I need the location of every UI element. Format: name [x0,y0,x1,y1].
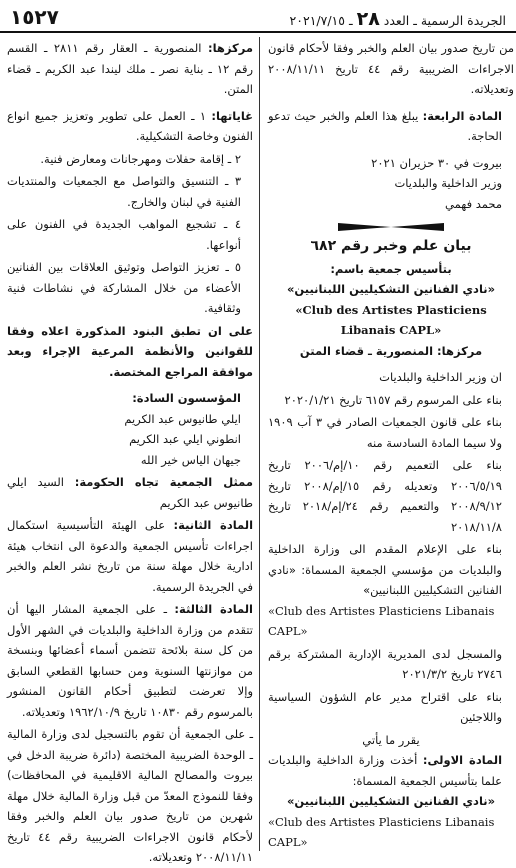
decree-ref: بناء على المرسوم رقم ٦١٥٧ تاريخ ٢٠٢٠/١/٢١ [284,392,502,407]
goal-item: ٥ ـ تعزيز التواصل وتوثيق العلاقات بين الفنانين الأعضاء من خلال المشاركة في نشاطات فنية وثقافية. [7,260,241,315]
article-label: المادة الثانية: [173,518,254,532]
issue-date: ـ ٢٠٢١/٧/١٥ [289,13,353,28]
seat-label: مركزها: [208,41,254,55]
article-label: المادة الاولى: [422,753,503,767]
association-name-ar: «نادي الفنانين التشكيليين اللبنانيين» [286,282,496,296]
goal-item: ١ ـ العمل على تطوير وتعزيز جميع انواع الفنون وخاصة التشكيلية. [7,108,253,143]
decision-title: بيان علم وخبر رقم ٦٨٢ [310,238,472,254]
page-header [0,0,516,34]
article-three [7,599,253,722]
circular-ref: بناء على التعميم رقم ١٠/إم/٢٠٠٦ تاريخ ٢٠٠٦/٥/١٩ وتعديله رقم ١٥/إم/٢٠٠٨ تاريخ ٢٠٠٨/٩/١٢ والتعميم رقم ٢٤/إم/٢٠١٨ تاريخ ٢٠١٨/١١/٨ [268,458,502,534]
founder-name: انطوني ايلي عبد الكريم [129,432,241,446]
issue-number: ٢٨ [356,8,380,30]
goal-item: ٤ ـ تشجيع المواهب الجديدة في الفنون على أنواعها. [7,217,241,252]
assoc-name-fr: «Club des Artistes Plasticiens Libanais CAPL» [268,814,495,849]
column-divider [259,37,260,851]
minister-name: محمد فهمي [445,196,502,211]
seat-text: المنصورية ـ العقار رقم ٢٨١١ ـ القسم رقم ١٢ ـ بناية نصر ـ ملك ليندا عبد الكريم ـ قضاء المتن. [7,41,253,96]
paragraph: من تاريخ صدور بيان العلم والخبر وفقا لأحكام قانون الاجراءات الضريبية رقم ٤٤ تاريخ ٢٠٠٨/١١/١١ وتعديلاته. [268,41,515,96]
proposal-ref: بناء على اقتراح مدير عام الشؤون السياسية واللاجئين [268,689,502,724]
article-text: على الهيئة التأسيسية استكمال اجراءات تأسيس الجمعية والدعوة الى انتخاب هيئة ادارية خلال مهلة سنة من تاريخ نشر العلم والخبر في الجريدة الرسمية. [7,518,253,594]
article-text: ـ على الجمعية المشار اليها أن تتقدم من وزارة الداخلية والبلديات في الشهر الأول من كل سنة بلائحة تتضمن أسماء أعضائها وبنسخة من موازنتها السنوية ومن حسابها القطعي السابق وإلا تعرضت لتطبيق أحكام القانون المنشور بالمرسوم رقم ١٠٨٣٠ تاريخ ١٩٦٢/١٠/٩ وتعديلاته. [7,602,253,719]
representative-name: السيد ايلي طانيوس عبد الكريم [7,475,253,510]
law-ref: بناء على قانون الجمعيات الصادر في ٣ آب ١٩٠٩ ولا سيما المادة السادسة منه [268,415,502,450]
goals-paragraph [7,106,253,147]
seat-paragraph [7,38,253,100]
registry-ref: والمسجل لدى المديرية الإدارية المشتركة برقم ٢٧٤٦ تاريخ ٢٠٢١/٣/٢ [268,646,502,681]
notice-ref: بناء على الإعلام المقدم الى وزارة الداخلية والبلديات من مؤسسي الجمعية المسماة: «نادي الفنانين التشكيليين اللبنانيين» [268,542,502,597]
header-title [290,8,506,30]
assoc-name-ar: «نادي الفنانين التشكيليين اللبنانيين» [286,794,496,808]
article-four [268,106,514,147]
association-seat: مركزها: المنصورية ـ قضاء المتن [299,343,483,358]
page-number: ١٥٢٧ [10,5,59,29]
left-column [7,38,253,868]
article-label: المادة الثالثة: [174,602,253,616]
article-three-continued: ـ على الجمعية أن تقوم بالتسجيل لدى وزارة المالية ـ الوحدة الضريبية المختصة (دائرة ضريبة الدخل في بيروت والمصالح المالية الاقليمية في المحافظات) وفقا للنموذج المعدّ من قبل وزارة المالية خلال مهلة شهرين من تاريخ صدور بيان العلم والخبر وفقا لأحكام قانون الاجراءات الضريبية رقم ٤٤ تاريخ ٢٠٠٨/١١/١١ وتعديلاته. [7,727,253,864]
intro-line: ان وزير الداخلية والبلديات [379,370,502,384]
goal-item: ٣ ـ التنسيق والتواصل مع الجمعيات والمنتديات الفنية في لبنان والخارج. [7,174,241,209]
association-name-fr: «Club des Artistes Plasticiens Libanais CAPL» [295,302,487,337]
goal-item: ٢ ـ إقامة حفلات ومهرجانات ومعارض فنية. [40,151,241,166]
representative-paragraph [7,472,253,513]
notice-latin: «Club des Artistes Plasticiens Libanais CAPL» [268,603,495,638]
founders-label: المؤسسون السادة: [132,391,241,405]
right-column [268,38,514,853]
goals-label: غاياتها: [211,108,254,123]
article-label: المادة الرابعة: [422,108,502,123]
representative-label: ممثل الجمعية تجاه الحكومة: [74,475,253,489]
minister-title: وزير الداخلية والبلديات [394,176,502,190]
article-two [7,515,253,597]
founder-name: ايلي طانيوس عبد الكريم [124,411,241,426]
decision-subtitle: بتأسيس جمعية باسم: [330,261,452,276]
section-divider [268,214,514,236]
journal-name: الجريدة الرسمية ـ العدد [383,13,506,28]
article-text: يبلغ هذا العلم والخبر حيث تدعو الحاجة. [268,108,502,143]
article-text: أخذت وزارة الداخلية والبلديات علما بتأسيس الجمعية المسماة: [268,753,502,788]
founder-name: جيهان الياس خير الله [140,452,241,467]
article-one [268,750,514,791]
header-rule [0,31,516,33]
decides-line: يقرر ما يأتي [362,732,420,747]
place-date: بيروت في ٣٠ حزيران ٢٠٢١ [371,155,502,170]
condition-paragraph: على ان تطبق البنود المذكورة اعلاه وفقا للقوانين والأنظمة المرعية الإجراء وبعد موافقة المراجع المختصة. [7,323,253,379]
